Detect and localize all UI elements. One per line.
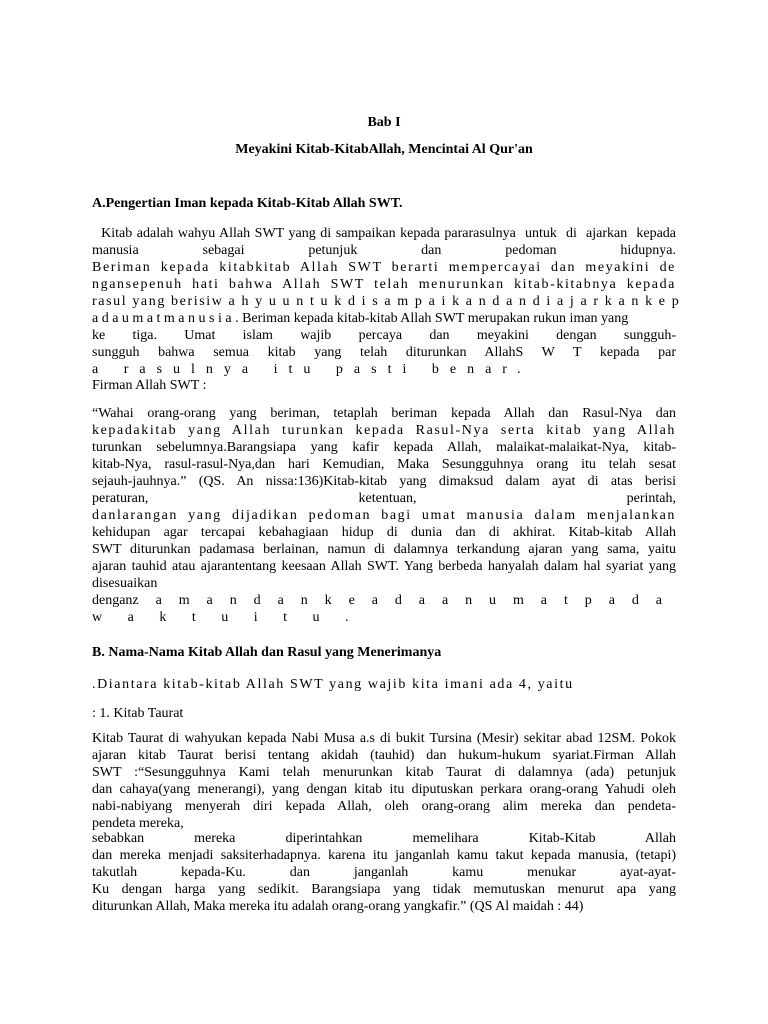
text-line: pendeta mereka, [92, 816, 184, 831]
text-line: nabi-nabiyang menyerah diri kepada Allah, oleh orang-orang alim mereka dan pendeta- [92, 799, 676, 814]
text-line: peraturan, ketentuan, perintah, [92, 491, 676, 506]
text-line: disesuaikan [92, 576, 158, 591]
text-line: w a k t u i t u . [92, 610, 360, 625]
text-line: ngansepenuh hati bahwa Allah SWT telah menurunkan kitab-kitabnya kepada [92, 277, 676, 292]
text-line: “Wahai orang-orang yang beriman, tetaplah beriman kepada Allah dan Rasul-Nya dan [92, 406, 676, 421]
text-line: SWT :“Sesungguhnya Kami telah menurunkan kitab Taurat di dalamnya (ada) petunjuk [92, 765, 676, 780]
text-line: SWT diturunkan padamasa berlainan, namun di dalamnya terkandung ajaran yang sama, yaitu [92, 542, 676, 557]
section-a-paragraph-2 [92, 405, 676, 626]
section-b-paragraph-1 [92, 730, 676, 832]
text-line: kepadakitab yang Allah turunkan kepada Rasul-Nya serta kitab yang Allah [92, 423, 676, 438]
text-line: kitab-Nya, rasul-rasul-Nya,dan hari Kemudian, Maka Sesungguhnya orang itu telah sesat [92, 457, 676, 472]
section-a-paragraph-1 [92, 225, 681, 378]
text-line: diturunkan Allah, Maka mereka itu adalah orang-orang yangkafir.” (QS Al maidah : 44) [92, 899, 584, 914]
text-line: ke tiga. Umat islam wajib percaya dan meyakini dengan sungguh- [92, 328, 676, 343]
text-line: dan cahaya(yang menerangi), yang dengan kitab itu diputuskan perkara orang-orang Yahudi oleh [92, 782, 676, 797]
section-a-heading: A.Pengertian Iman kepada Kitab-Kitab Allah SWT. [92, 196, 403, 211]
text-line: kehidupan agar tercapai kebahagiaan hidup di dunia dan di akhirat. Kitab-kitab Allah [92, 525, 676, 540]
text-line: sebabkan mereka diperintahkan memelihara Kitab-Kitab Allah [92, 831, 676, 846]
text-line: ajaran tauhid atau ajarantentang keesaan Allah SWT. Yang berbeda hanyalah dalam hal syariat yang [92, 559, 676, 574]
section-b-intro: .Diantara kitab-kitab Allah SWT yang wajib kita imani ada 4, yaitu [92, 677, 574, 692]
text-line: ajaran kitab Taurat berisi tentang akidah (tauhid) dan hukum-hukum syariat.Firman Allah [92, 748, 676, 763]
text-line: Beriman kepada kitabkitab Allah SWT berarti mempercayai dan meyakini de [92, 260, 676, 275]
text-line: danlarangan yang dijadikan pedoman bagi umat manusia dalam menjalankan [92, 508, 676, 523]
section-b-heading: B. Nama-Nama Kitab Allah dan Rasul yang Menerimanya [92, 645, 442, 660]
chapter-heading: Bab I [367, 115, 401, 130]
text-line: dan mereka menjadi saksiterhadapnya. karena itu janganlah kamu takut kepada manusia, (tetapi) [92, 848, 676, 863]
text-line: Kitab Taurat di wahyukan kepada Nabi Musa a.s di bukit Tursina (Mesir) sekitar abad 12SM. Pokok [92, 731, 676, 746]
text-line: sejauh-jauhnya.” (QS. An nissa:136)Kitab-kitab yang dimaksud dalam ayat di atas berisi [92, 474, 676, 489]
firman-label: Firman Allah SWT : [92, 378, 207, 393]
text-line: denganz a m a n d a n k e a d a a n u m a t p a d a [92, 593, 662, 608]
text-line: sungguh bahwa semua kitab yang telah diturunkan AllahS W T kepada par [92, 345, 676, 360]
text-line: takutlah kepada-Ku. dan janganlah kamu menukar ayat-ayat- [92, 865, 676, 880]
text-line: Kitab adalah wahyu Allah SWT yang di sampaikan kepada pararasulnya untuk di ajarkan kepada [92, 226, 676, 241]
section-b-paragraph-2 [92, 830, 676, 915]
chapter-subtitle: Meyakini Kitab-KitabAllah, Mencintai Al Qur'an [235, 142, 533, 157]
text-line: a rasulnya itu pasti benar. [92, 362, 532, 377]
text-line: rasul yang berisiw a h y u u n t u k d i s a m p a i k a n d a n d i a j a r k a n k e p [92, 294, 681, 309]
list-item-kitab-taurat: : 1. Kitab Taurat [92, 706, 184, 721]
text-line: Ku dengan harga yang sedikit. Barangsiapa yang tidak memutuskan menurut apa yang [92, 882, 676, 897]
text-line: a d a u m a t m a n u s i a . Beriman kepada kitab-kitab Allah SWT merupakan rukun iman yang [92, 311, 629, 326]
text-line: turunkan sebelumnya.Barangsiapa yang kafir kepada Allah, malaikat-malaikat-Nya, kitab- [92, 440, 676, 455]
text-line: manusia sebagai petunjuk dan pedoman hidupnya. [92, 243, 676, 258]
